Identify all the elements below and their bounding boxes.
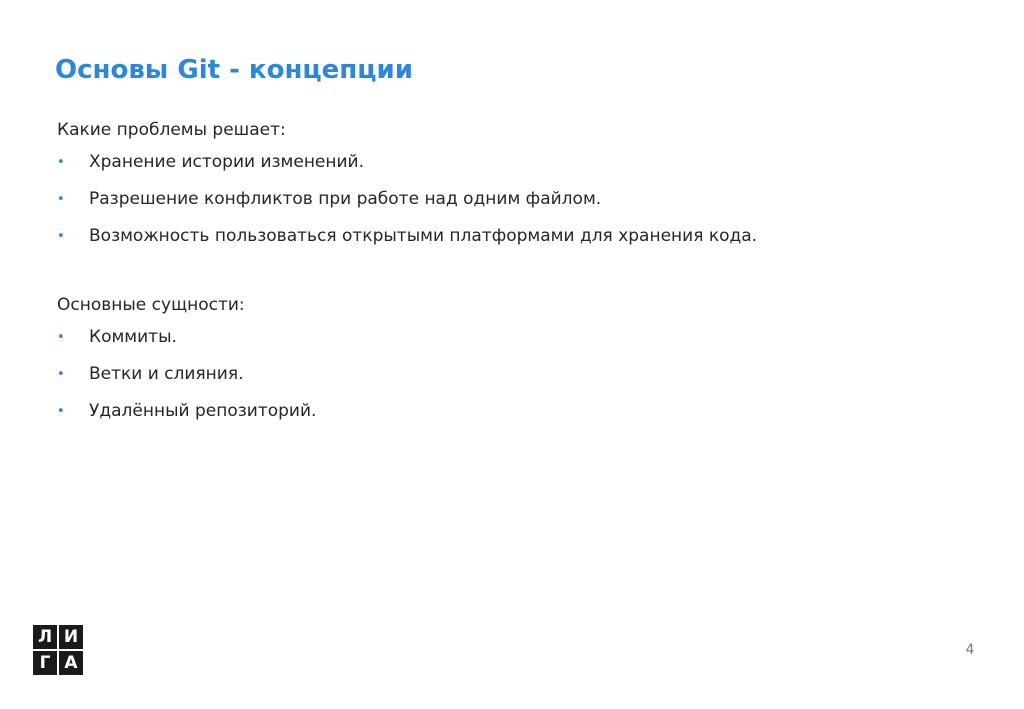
list-item bbox=[57, 319, 957, 356]
logo-letter: А bbox=[59, 651, 83, 675]
section-heading-problems: Какие проблемы решает: bbox=[57, 120, 286, 140]
bullet-icon: • bbox=[57, 330, 65, 345]
list-item-text: Хранение истории изменений. bbox=[89, 152, 365, 172]
list-item-text: Ветки и слияния. bbox=[89, 364, 244, 384]
bullet-icon: • bbox=[57, 229, 65, 244]
bullet-icon: • bbox=[57, 367, 65, 382]
bullet-icon: • bbox=[57, 404, 65, 419]
company-logo bbox=[33, 625, 83, 675]
list-item bbox=[57, 393, 957, 430]
list-item-text: Возможность пользоваться открытыми платформами для хранения кода. bbox=[89, 226, 758, 246]
section-heading-entities: Основные сущности: bbox=[57, 295, 245, 315]
logo-letter: Л bbox=[33, 625, 57, 649]
section-spacer bbox=[57, 255, 957, 291]
list-item bbox=[57, 181, 957, 218]
list-item-text: Разрешение конфликтов при работе над одним файлом. bbox=[89, 189, 602, 209]
slide-content bbox=[57, 116, 957, 430]
bullet-icon: • bbox=[57, 155, 65, 170]
page-number: 4 bbox=[965, 642, 975, 658]
entities-list bbox=[57, 319, 957, 430]
list-item bbox=[57, 144, 957, 181]
logo-letter: И bbox=[59, 625, 83, 649]
logo-letter: Г bbox=[33, 651, 57, 675]
problems-list bbox=[57, 144, 957, 255]
list-item-text: Коммиты. bbox=[89, 327, 177, 347]
list-item-text: Удалённый репозиторий. bbox=[89, 401, 317, 421]
slide-title: Основы Git - концепции bbox=[55, 55, 413, 85]
bullet-icon: • bbox=[57, 192, 65, 207]
list-item bbox=[57, 218, 957, 255]
list-item bbox=[57, 356, 957, 393]
